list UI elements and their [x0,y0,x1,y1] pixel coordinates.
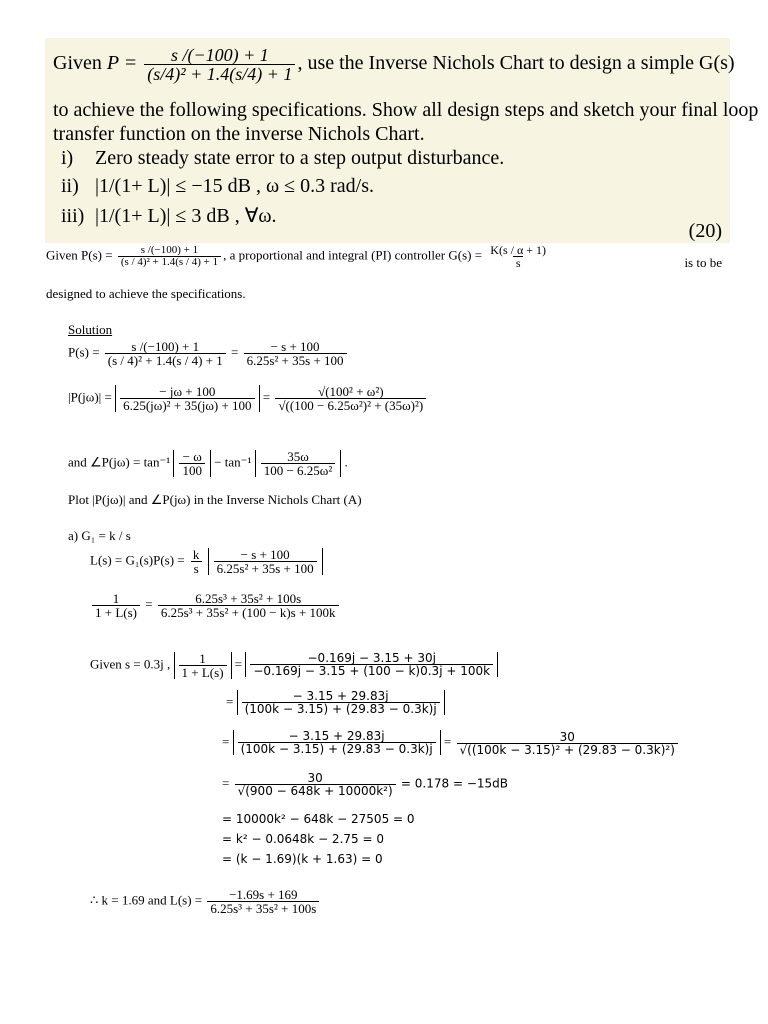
eq-given-s-line3: = $\frac{- 3.15 + 29.83j}{(100k - 3.15) + (29.83 - 0.3k)j}$ = $\frac{30}{\text{√((100k − 3.15)² + (29.83 − 0.3k)²)}}$ [222,730,680,756]
eq-given-s-line4: = $\frac{30}{\text{√(900 − 648k + 10000k²)}}$ = 0.178 = −15dB [222,771,509,798]
eq-quadratic-2: = k² − 0.0648k − 2.75 = 0 [222,832,384,846]
eq-given-s-line1: Given s = 0.3j , $\frac{1}{1 + L(s)}$ = $\frac{-0.169j - 3.15 + 30j}{-0.169j - 3.15 + (100 - k)0.3j + 100k}$ [90,652,498,679]
problem-line3: transfer function on the inverse Nichols Chart. [53,123,425,145]
eq-given-s-line2: = $\frac{- 3.15 + 29.83j}{(100k - 3.15) + (29.83 - 0.3k)j}$ [226,690,445,715]
marks: (20) [688,220,722,242]
intro-line1: Given P(s) = $\frac{s /(-100) + 1}{\text{(s / 4)² + 1.4(s / 4) + 1}}$ , a proportional and integral (PI) controller G(s) = $\frac{K(s / \alpha + 1)}{s}$ is to be [46,243,722,270]
spec-item-3: iii) |1/(1+ L)| ≤ 3 dB , ∀ω. [61,205,277,227]
intro-line2: designed to achieve the specifications. [46,286,246,301]
problem-statement [45,38,759,243]
eq-quadratic-3: = (k − 1.69)(k + 1.63) = 0 [222,852,383,866]
solution-heading: Solution [68,322,113,337]
spec-item-2: ii) |1/(1+ L)| ≤ −15 dB , ω ≤ 0.3 rad/s. [61,175,374,197]
intro-G-fraction: $\frac{K(s / \alpha + 1)}{s}$ [490,243,547,270]
eq-P-phase: and ∠P(jω) = tan⁻¹ $\frac{- \omega}{100}$ − tan⁻¹ $\frac{35\omega}{\text{100 − 6.25ω²}}$ . [68,449,348,478]
eq-P-magnitude: |P(jω)| = $\frac{- j\omega + 100}{\text{6.25(jω)² + 35(jω) + 100}}$ = $\frac{\text{√(100² + ω²)}}{\text{√((100 − 6.25ω²)² + (35ω)²)}}$ [68,385,428,412]
problem-line2: to achieve the following specifications. Show all design steps and sketch your final loop [53,99,759,121]
eq-L: L(s) = G₁(s)P(s) = $\frac{k}{s}$ $\frac{- s + 100}{\text{6.25s² + 35s + 100}}$ [90,548,323,575]
eq-final-L: ∴ k = 1.69 and L(s) = $\frac{-1.69s + 169}{\text{6.25s³ + 35s² + 100s}}$ [90,888,321,915]
plot-instruction: Plot |P(jω)| and ∠P(jω) in the Inverse Nichols Chart (A) [68,492,362,507]
part-a-heading: a) G₁ = k / s [68,528,131,543]
spec-item-1: i) Zero steady state error to a step output disturbance. [61,147,505,169]
P-fraction: $\frac{s /(-100) + 1}{\text{(s/4)² + 1.4(s/4) + 1}}$ [144,46,295,83]
eq-quadratic-1: = 10000k² − 648k − 27505 = 0 [222,812,415,826]
problem-line1: Given P = $\frac{s /(-100) + 1}{\text{(s/4)² + 1.4(s/4) + 1}}$ , use the Inverse Nichols Chart to design a simple G(s) [53,45,735,84]
intro-P-fraction: $\frac{s /(-100) + 1}{\text{(s / 4)² + 1.4(s / 4) + 1}}$ [118,245,221,268]
eq-sensitivity: $\frac{1}{1 + L(s)}$ = $\frac{\text{6.25s³ + 35s² + 100s}}{\text{6.25s³ + 35s² + (100 − k)s + 100k}}$ [90,592,341,619]
eq-P: P(s) = $\frac{s /(-100) + 1}{\text{(s / 4)² + 1.4(s / 4) + 1}}$ = $\frac{- s + 100}{\text{6.25s² + 35s + 100}}$ [68,340,349,367]
